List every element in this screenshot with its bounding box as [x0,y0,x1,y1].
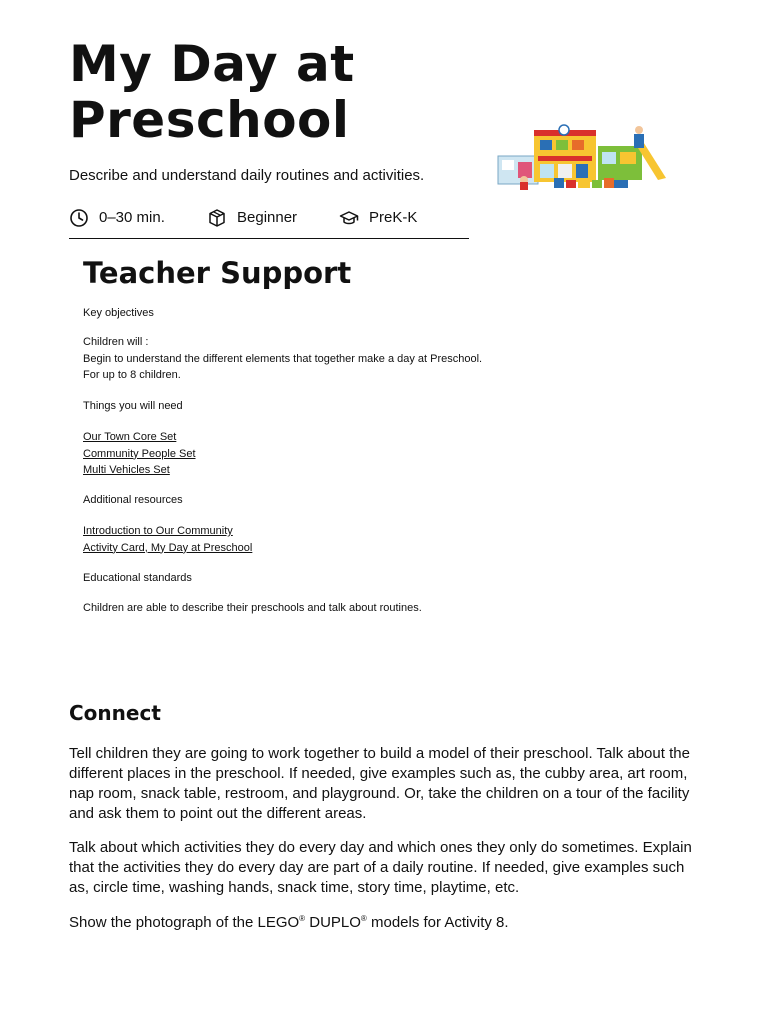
material-link-our-town[interactable]: Our Town Core Set [83,431,177,443]
connect-heading: Connect [69,701,161,725]
material-link-multi-vehicles[interactable]: Multi Vehicles Set [83,464,170,476]
materials-list [83,429,196,479]
lesson-meta-bar [69,206,469,239]
objectives-block [83,334,482,384]
grade-meta [339,208,417,228]
additional-resources-label: Additional resources [83,494,183,506]
grade-text: PreK-K [369,209,418,226]
connect-paragraph-2: Talk about which activities they do every day and which ones they only do sometimes. Explain that the activities they do every day are part of a daily routine. If needed, give examples such as, circle time, washing hands, snack time, story time, playtime, etc. [69,839,692,896]
objective-line-1: Begin to understand the different elements that together make a day at Preschool. [83,352,483,365]
level-text: Beginner [237,209,298,226]
cube-icon [207,208,227,228]
material-link-community-people[interactable]: Community People Set [83,447,196,460]
duration-text: 0–30 min. [99,209,165,226]
things-needed-label: Things you will need [83,400,183,412]
standard-text: Children are able to describe their preschools and talk about routines. [83,602,422,614]
registered-mark-1: ® [299,914,306,923]
resource-link-introduction[interactable]: Introduction to Our Community [83,525,233,537]
children-will-label: Children will : [83,336,149,348]
key-objectives-label: Key objectives [83,307,154,319]
resources-list [83,523,252,556]
clock-icon [69,208,89,228]
graduation-cap-icon [339,208,359,228]
p3-after: models for Activity 8. [366,914,509,931]
duration-meta [69,208,165,228]
duplo-preschool-image [494,116,672,196]
registered-mark-2: ® [360,914,367,923]
connect-paragraph-1: Tell children they are going to work together to build a model of their preschool. Talk about the different places in the preschool. If needed, give examples such as, the cubby area, art room, nap room, snack table, restroom, and playground. Or, take the children on a tour of the facility and ask them to point out the different areas. [69,745,690,822]
p3-before: Show the photograph of the LEGO [69,914,300,931]
educational-standards-label: Educational standards [83,572,192,584]
resource-link-activity-card[interactable]: Activity Card, My Day at Preschool [83,541,253,554]
level-meta [207,208,297,228]
objective-line-2: For up to 8 children. [83,369,181,381]
connect-paragraph-3 [69,913,699,933]
teacher-support-title: Teacher Support [83,256,352,290]
page-subtitle: Describe and understand daily routines and activities. [69,167,425,184]
p3-mid: DUPLO [305,914,361,931]
page-title: My Day at Preschool [69,35,355,149]
